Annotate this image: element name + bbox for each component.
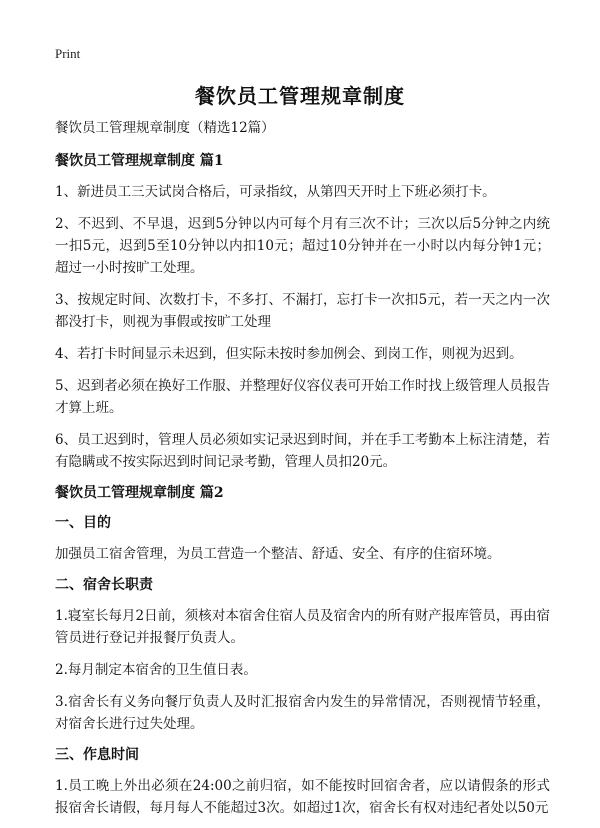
section-heading-1: 餐饮员工管理规章制度 篇1 bbox=[55, 153, 224, 169]
rule-item-4: 4、若打卡时间显示未迟到，但实际未按时参加例会、到岗工作，则视为迟到。 bbox=[55, 346, 523, 362]
duty-item-2: 2.每月制定本宿舍的卫生值日表。 bbox=[55, 662, 257, 678]
schedule-text: 1.员工晚上外出必须在24:00之前归宿，如不能按时回宿舍者，应以请假条的形式报宿舍长请假，每月每人不能超过3次。如超过1次，宿舍长有权对违纪者处以50元 bbox=[55, 778, 550, 816]
rule-item-2: 2、不迟到、不早退，迟到5分钟以内可每个月有三次不计；三次以后5分钟之内统一扣5元，迟到5至10分钟以内扣10元；超过10分钟并在一小时以内每分钟1元；超过一小时按旷工处理。 bbox=[55, 216, 550, 276]
schedule-heading: 三、作息时间 bbox=[55, 747, 139, 763]
purpose-text: 加强员工宿舍管理，为员工营造一个整洁、舒适、安全、有序的住宿环境。 bbox=[55, 546, 501, 562]
document-subtitle: 餐饮员工管理规章制度（精选12篇） bbox=[55, 120, 275, 136]
print-label: Print bbox=[55, 46, 81, 61]
purpose-heading: 一、目的 bbox=[55, 515, 111, 531]
page-title: 餐饮员工管理规章制度 bbox=[195, 84, 405, 108]
duty-item-1: 1.寝室长每月2日前，须核对本宿舍住宿人员及宿舍内的所有财产报库管员，再由宿管员进行登记并报餐厅负责人。 bbox=[55, 608, 550, 646]
duties-heading: 二、宿舍长职责 bbox=[55, 577, 153, 593]
section-heading-2: 餐饮员工管理规章制度 篇2 bbox=[55, 485, 224, 501]
rule-item-6: 6、员工迟到时，管理人员必须如实记录迟到时间，并在手工考勤本上标注清楚，若有隐瞒或不按实际迟到时间记录考勤，管理人员扣20元。 bbox=[55, 432, 550, 470]
rule-item-5: 5、迟到者必须在换好工作服、并整理好仪容仪表可开始工作时找上级管理人员报告才算上班。 bbox=[55, 378, 550, 416]
rule-item-3: 3、按规定时间、次数打卡，不多打、不漏打，忘打卡一次扣5元，若一天之内一次都没打卡，则视为事假或按旷工处理 bbox=[55, 292, 550, 330]
duty-item-3: 3.宿舍长有义务向餐厅负责人及时汇报宿舍内发生的异常情况，否则视情节轻重，对宿舍长进行过失处理。 bbox=[55, 694, 550, 732]
rule-item-1: 1、新进员工三天试岗合格后，可录指纹，从第四天开时上下班必须打卡。 bbox=[55, 184, 496, 200]
document-body bbox=[55, 118, 550, 828]
